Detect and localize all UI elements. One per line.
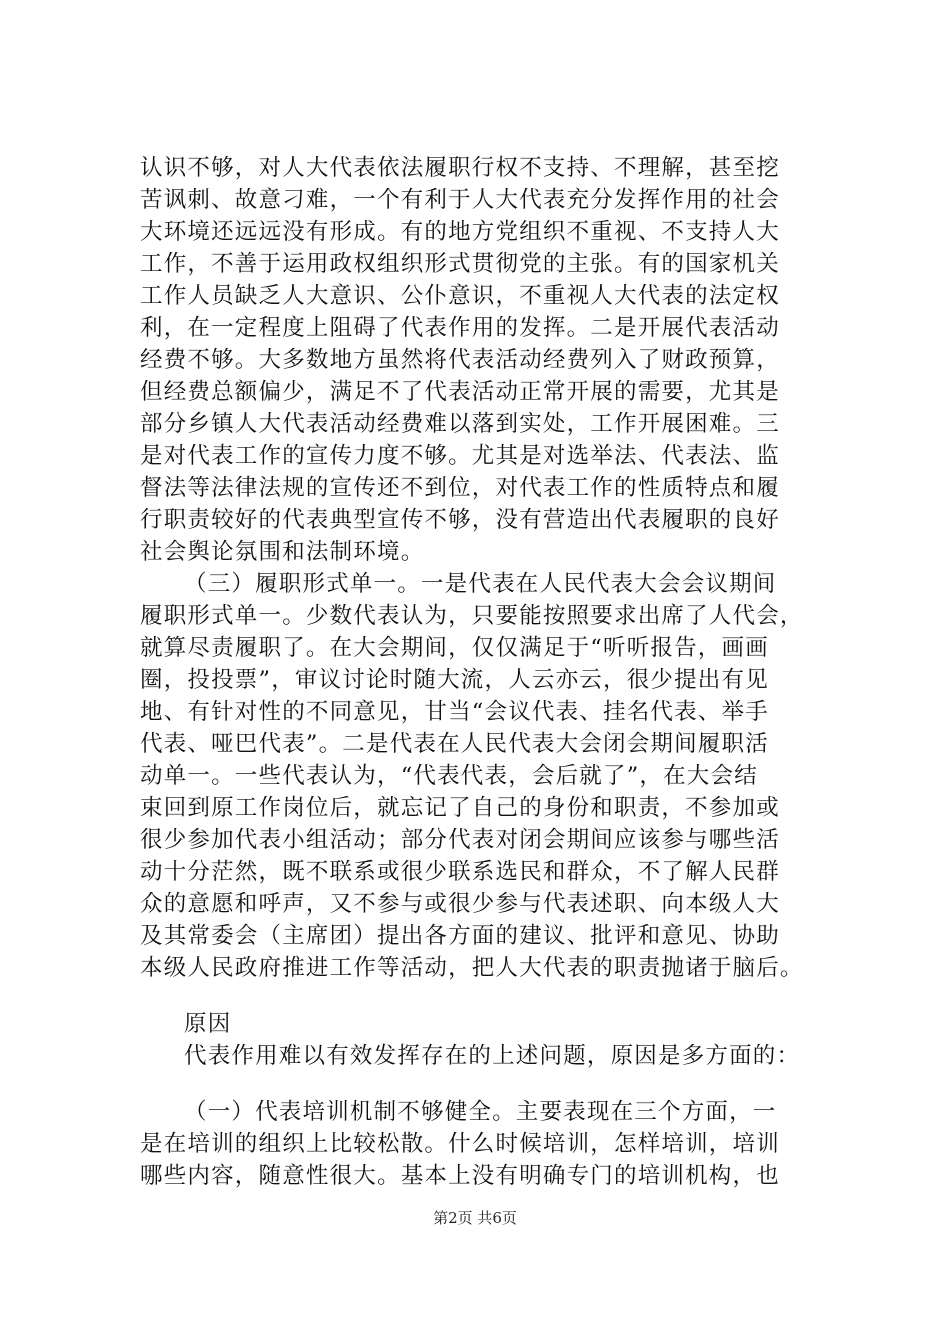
- text-line: 代表、哑巴代表”。二是代表在人民代表大会闭会期间履职活: [140, 731, 769, 757]
- text-line: 利，在一定程度上阻碍了代表作用的发挥。二是开展代表活动: [140, 315, 780, 341]
- paragraph-gap: [140, 984, 860, 1008]
- text-line: 履职形式单一。少数代表认为，只要能按照要求出席了人代会，: [140, 603, 804, 629]
- text-line: 是在培训的组织上比较松散。什么时候培训，怎样培训，培训: [140, 1131, 780, 1157]
- body-text: [140, 152, 860, 1192]
- paragraph-gap: [140, 1072, 860, 1096]
- text-line: 工作，不善于运用政权组织形式贯彻党的主张。有的国家机关: [140, 251, 780, 277]
- section-title: 原因: [184, 1011, 232, 1037]
- text-line: 束回到原工作岗位后，就忘记了自己的身份和职责，不参加或: [140, 795, 780, 821]
- text-line: 行职责较好的代表典型宣传不够，没有营造出代表履职的良好: [140, 507, 780, 533]
- text-line: 哪些内容，随意性很大。基本上没有明确专门的培训机构，也: [140, 1163, 780, 1189]
- text-line: 苦讽刺、故意刁难，一个有利于人大代表充分发挥作用的社会: [140, 187, 780, 213]
- text-line: 是对代表工作的宣传力度不够。尤其是对选举法、代表法、监: [140, 443, 780, 469]
- text-line: 代表作用难以有效发挥存在的上述问题，原因是多方面的：: [184, 1043, 801, 1069]
- text-line: 大环境还远远没有形成。有的地方党组织不重视、不支持人大: [140, 219, 780, 245]
- text-line: 经费不够。大多数地方虽然将代表活动经费列入了财政预算，: [140, 347, 780, 373]
- text-line: 圈，投投票”，审议讨论时随大流，人云亦云，很少提出有见: [140, 667, 769, 693]
- section-heading-line: （一）代表培训机制不够健全。主要表现在三个方面，一: [184, 1099, 777, 1125]
- text-line: 很少参加代表小组活动；部分代表对闭会期间应该参与哪些活: [140, 827, 780, 853]
- text-line: 但经费总额偏少，满足不了代表活动正常开展的需要，尤其是: [140, 379, 780, 405]
- text-line: 本级人民政府推进工作等活动，把人大代表的职责抛诸于脑后。: [140, 955, 804, 981]
- text-line: 部分乡镇人大代表活动经费难以落到实处，工作开展困难。三: [140, 411, 780, 437]
- text-line: 督法等法律法规的宣传还不到位，对代表工作的性质特点和履: [140, 475, 780, 501]
- page-number-footer: 第2页 共6页: [433, 1209, 517, 1227]
- text-line: 认识不够，对人大代表依法履职行权不支持、不理解，甚至挖: [140, 155, 780, 181]
- text-line: 众的意愿和呼声，又不参与或很少参与代表述职、向本级人大: [140, 891, 780, 917]
- text-line: 动单一。一些代表认为，“代表代表，会后就了”，在大会结: [140, 763, 758, 789]
- section-heading-line: （三）履职形式单一。一是代表在人民代表大会会议期间: [184, 571, 777, 597]
- text-line: 及其常委会（主席团）提出各方面的建议、批评和意见、协助: [140, 923, 780, 949]
- text-line: 就算尽责履职了。在大会期间，仅仅满足于“听听报告，画画: [140, 635, 769, 661]
- text-line: 工作人员缺乏人大意识、公仆意识，不重视人大代表的法定权: [140, 283, 780, 309]
- text-line: 社会舆论氛围和法制环境。: [140, 539, 425, 565]
- text-line: 动十分茫然，既不联系或很少联系选民和群众，不了解人民群: [140, 859, 780, 885]
- text-line: 地、有针对性的不同意见，甘当“会议代表、挂名代表、举手: [140, 699, 769, 725]
